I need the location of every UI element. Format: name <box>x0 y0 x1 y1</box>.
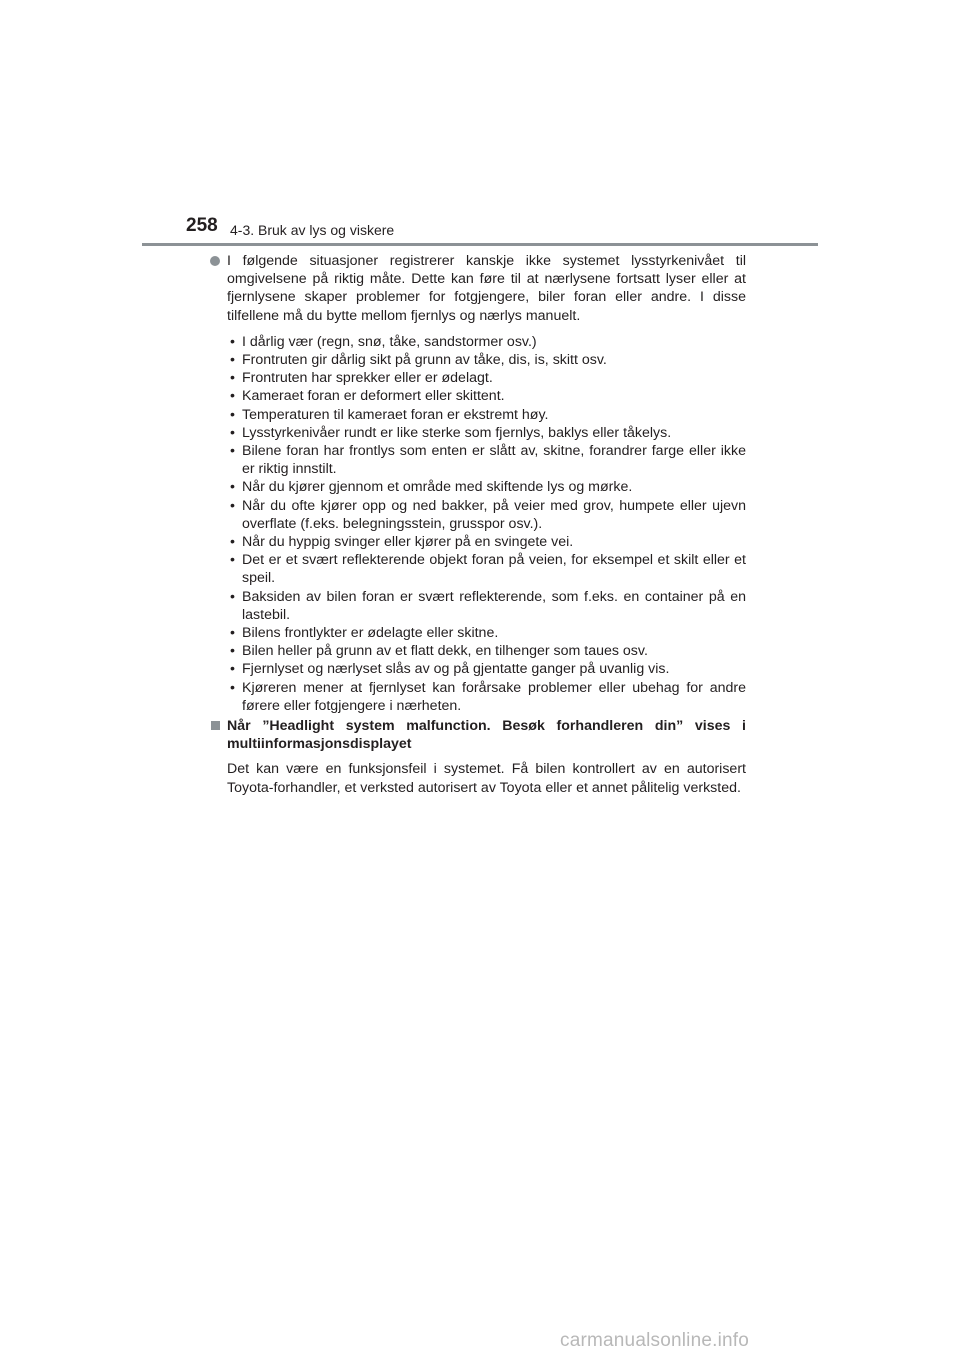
list-item-text: Bilene foran har frontlys som enten er slått av, skitne, forandrer farge eller ikke er riktig innstilt. <box>242 443 746 478</box>
bullet-dot-icon: • <box>230 424 235 441</box>
list-item-text: Bilens frontlykter er ødelagte eller skitne. <box>242 625 499 642</box>
bullet-dot-icon: • <box>230 534 235 551</box>
list-item-text: Kameraet foran er deformert eller skittent. <box>242 388 505 405</box>
list-item <box>227 533 746 551</box>
list-item <box>227 442 746 478</box>
bullet-dot-icon: • <box>230 370 235 387</box>
bullet-dot-icon: • <box>230 406 235 423</box>
bullet-dot-icon: • <box>230 679 235 696</box>
list-item <box>227 406 746 424</box>
header-rule <box>142 243 818 246</box>
list-item <box>227 624 746 642</box>
list-item-text: Når du hyppig svinger eller kjører på en svingete vei. <box>242 534 574 551</box>
list-item-text: Kjøreren mener at fjernlyset kan forårsake problemer eller ubehag for andre førere eller fotgjengere i nærheten. <box>242 679 746 714</box>
list-item-text: Temperaturen til kameraet foran er ekstremt høy. <box>242 406 549 423</box>
list-item <box>227 369 746 387</box>
list-item-text: Frontruten gir dårlig sikt på grunn av tåke, dis, is, skitt osv. <box>242 352 607 369</box>
intro-text: I følgende situasjoner registrerer kanskje ikke systemet lysstyrkenivået til omgivelsene på riktig måte. Dette kan føre til at nærlysene fortsatt lyser eller at fjernlysene skaper problemer for fotgjengere, biler foran eller andre. I disse tilfellene må du bytte mellom fjernlys og nærlys manuelt. <box>227 253 746 324</box>
situation-list <box>210 333 746 715</box>
list-item-text: Baksiden av bilen foran er svært reflekterende, som f.eks. en container på en lastebil. <box>242 588 746 623</box>
bullet-dot-icon: • <box>230 388 235 405</box>
list-item-text: I dårlig vær (regn, snø, tåke, sandstormer osv.) <box>242 333 537 350</box>
bullet-dot-icon: • <box>230 552 235 569</box>
section-title: 4-3. Bruk av lys og viskere <box>230 222 395 238</box>
bullet-dot-icon: • <box>230 497 235 514</box>
bullet-dot-icon: • <box>230 661 235 678</box>
list-item <box>227 351 746 369</box>
bullet-dot-icon: • <box>230 333 235 350</box>
list-item-text: Lysstyrkenivåer rundt er like sterke som fjernlys, baklys eller tåkelys. <box>242 424 672 441</box>
bullet-dot-icon: • <box>230 479 235 496</box>
bullet-dot-icon: • <box>230 352 235 369</box>
square-bullet-icon <box>211 721 220 730</box>
malfunction-heading <box>210 717 746 753</box>
list-item <box>227 387 746 405</box>
list-item-text: Fjernlyset og nærlyset slås av og på gjentatte ganger på uvanlig vis. <box>242 661 670 678</box>
list-item <box>227 679 746 715</box>
list-item <box>227 424 746 442</box>
list-item <box>227 551 746 587</box>
list-item-text: Det er et svært reflekterende objekt foran på veien, for eksempel et skilt eller et speil. <box>242 552 746 587</box>
list-item <box>227 588 746 624</box>
list-item-text: Når du ofte kjører opp og ned bakker, på veier med grov, humpete eller ujevn overflate (f.eks. belegningsstein, grusspor osv.). <box>242 497 746 532</box>
list-item <box>227 660 746 678</box>
page-content <box>210 252 746 797</box>
list-item-text: Frontruten har sprekker eller er ødelagt. <box>242 370 493 387</box>
malfunction-body: Det kan være en funksjonsfeil i systemet. Få bilen kontrollert av en autorisert Toyota-forhandler, et verksted autorisert av Toyota eller et annet pålitelig verksted. <box>227 761 746 796</box>
bullet-dot-icon: • <box>230 643 235 660</box>
bullet-dot-icon: • <box>230 588 235 605</box>
bullet-dot-icon: • <box>230 443 235 460</box>
list-item-text: Bilen heller på grunn av et flatt dekk, en tilhenger som taues osv. <box>242 643 648 660</box>
list-item <box>227 497 746 533</box>
list-item <box>227 642 746 660</box>
list-item <box>227 478 746 496</box>
malfunction-heading-text: Når ”Headlight system malfunction. Besøk forhandleren din” vises i multiinformasjonsdisplayet <box>227 718 746 753</box>
page-number: 258 <box>186 215 218 236</box>
watermark: carmanualsonline.info <box>560 1330 750 1351</box>
circle-bullet-icon <box>210 256 220 266</box>
list-item <box>227 333 746 351</box>
intro-paragraph <box>210 252 746 325</box>
list-item-text: Når du kjører gjennom et område med skiftende lys og mørke. <box>242 479 633 496</box>
bullet-dot-icon: • <box>230 625 235 642</box>
